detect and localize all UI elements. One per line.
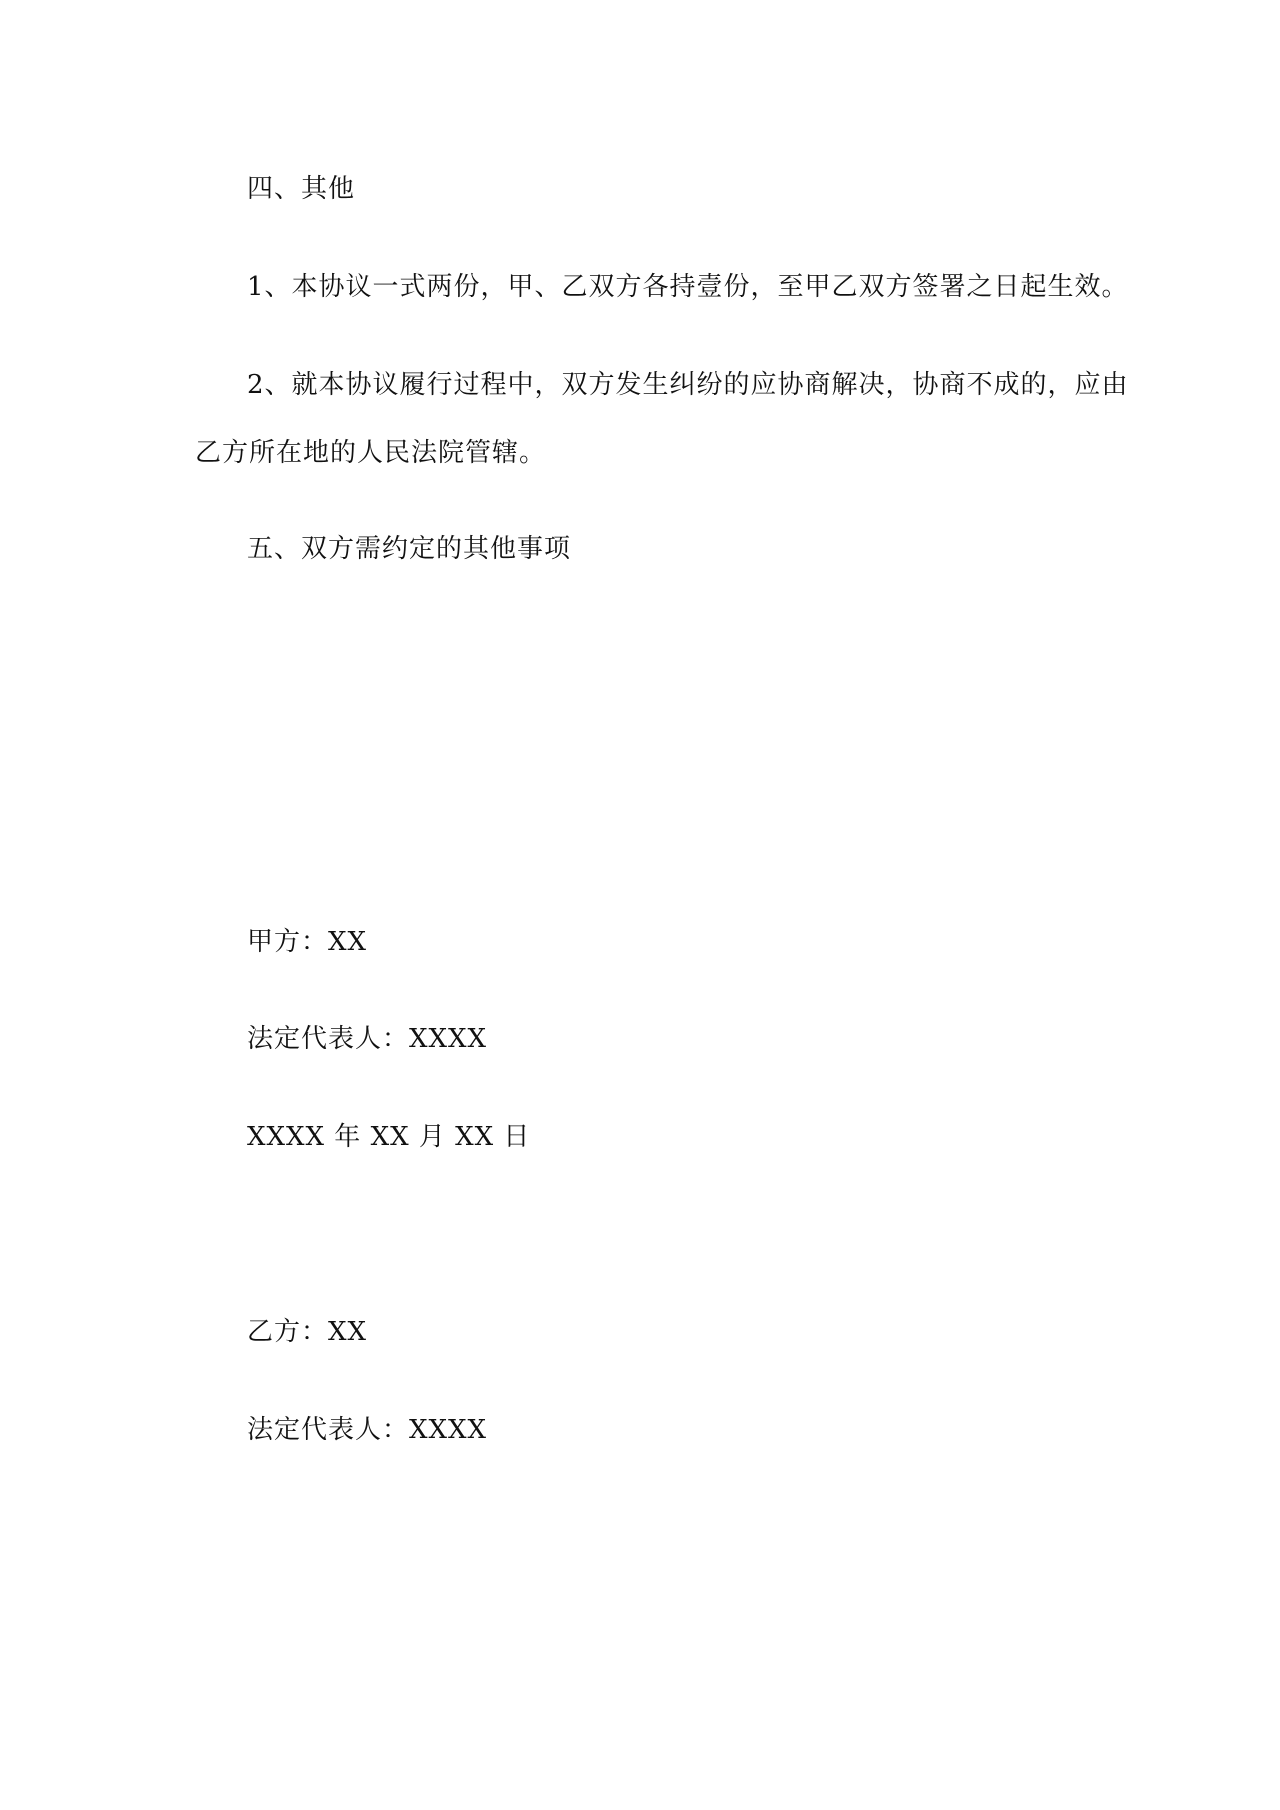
party-b-name: 乙方：XX <box>247 1317 368 1347</box>
section-5-heading: 五、双方需约定的其他事项 <box>247 534 572 564</box>
clause-2-line-2: 乙方所在地的人民法院管辖。 <box>195 438 547 468</box>
clause-2-line-1: 2、就本协议履行过程中，双方发生纠纷的应协商解决，协商不成的，应由 <box>247 370 1129 400</box>
party-a-representative: 法定代表人：XXXX <box>247 1024 488 1054</box>
clause-1: 1、本协议一式两份，甲、乙双方各持壹份，至甲乙双方签署之日起生效。 <box>247 272 1129 302</box>
party-b-representative: 法定代表人：XXXX <box>247 1415 488 1445</box>
party-a-date: XXXX 年 XX 月 XX 日 <box>247 1122 531 1152</box>
party-a-name: 甲方：XX <box>247 927 368 957</box>
section-4-heading: 四、其他 <box>247 174 356 204</box>
